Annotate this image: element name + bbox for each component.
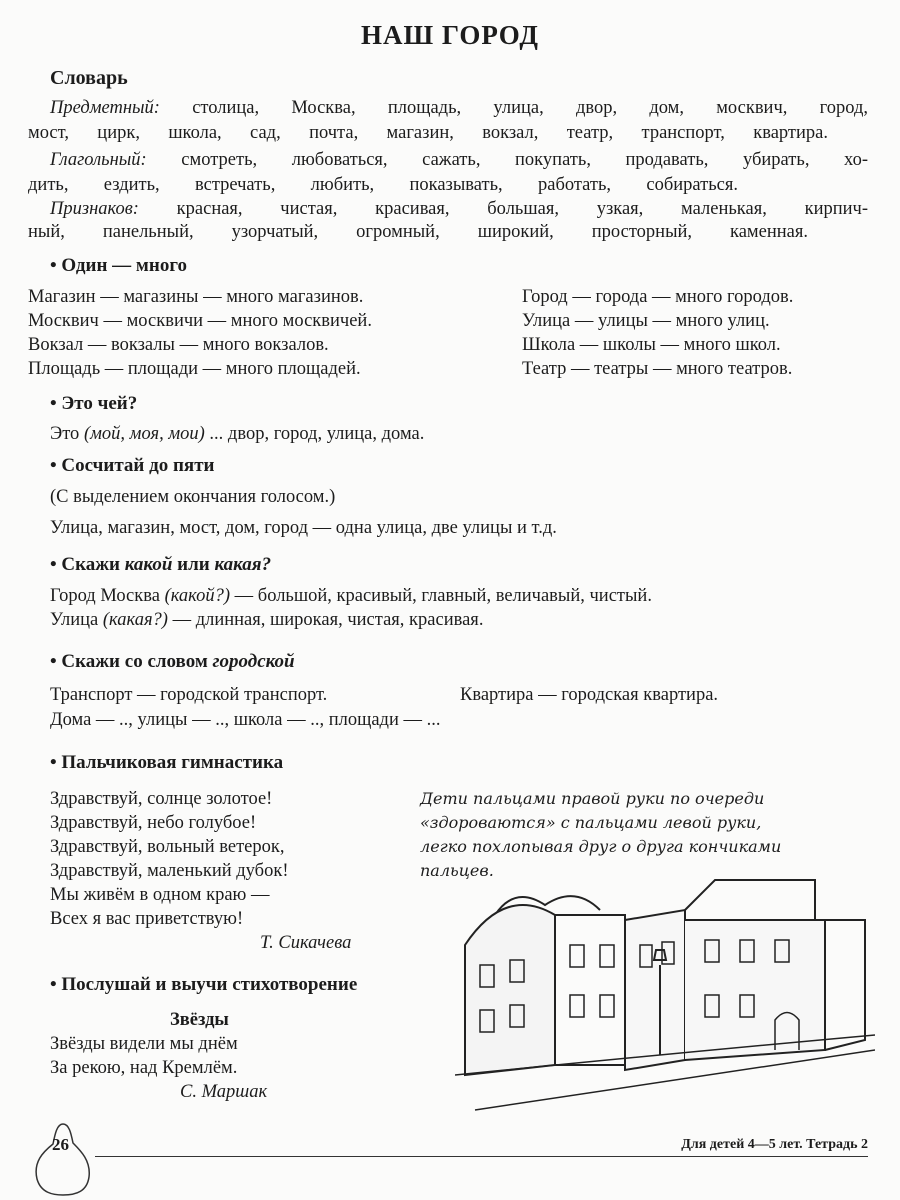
section-heading: • Сосчитай до пяти [50,455,215,476]
vocab-label: Глагольный: [50,150,147,170]
instruction-line: Дети пальцами правой руки по очереди [420,789,765,808]
text: (какая?) [102,610,168,630]
section-heading [50,651,295,673]
poem-line: Мы живём в одном краю — [50,885,270,905]
footer-rule [95,1156,868,1157]
vocab-line [50,198,868,220]
page-number: 26 [52,1135,69,1154]
poem-line: Здравствуй, небо голубое! [50,813,257,833]
section-heading: • Послушай и выучи стихотворение [50,974,358,995]
text: — длинная, широкая, чистая, красивая. [167,610,484,630]
poem-line: Звёзды видели мы днём [50,1034,238,1054]
text-line [50,585,652,607]
list-item: Театр — театры — много театров. [522,359,793,379]
list-item: Город — города — много городов. [522,287,794,307]
text: Улица [50,610,103,630]
poem-line: Всех я вас приветствую! [50,909,244,929]
text: — большой, красивый, главный, величавый, чистый. [230,586,652,606]
page-title: НАШ ГОРОД [361,20,539,50]
text: • Скажи со словом [50,651,213,672]
vocab-line: дить, ездить, встречать, любить, показывать, работать, собираться. [28,175,738,195]
list-item: Улица — улицы — много улиц. [522,311,770,331]
list-item: Вокзал — вокзалы — много вокзалов. [28,335,329,355]
text: Это [50,424,84,444]
text: городской [212,651,295,672]
vocab-heading: Словарь [50,67,128,89]
text-line: Улица, магазин, мост, дом, город — одна улица, две улицы и т.д. [50,518,557,538]
instruction-line: пальцев. [420,861,494,880]
poem-line: За рекою, над Кремлём. [50,1058,238,1078]
pear-page-badge-icon [28,1118,98,1198]
footer-series: Для детей 4—5 лет. Тетрадь 2 [681,1137,868,1152]
text: (мой, моя, мои) [83,424,205,444]
text: или [172,554,215,575]
text-line: Транспорт — городской транспорт. [50,685,328,705]
text: • Скажи [50,554,125,575]
poem-line: Здравствуй, вольный ветерок, [50,837,285,857]
section-heading: • Это чей? [50,393,138,414]
vocab-line [50,149,868,171]
text: (какой?) [164,586,231,606]
text-line: (С выделением окончания голосом.) [50,487,336,507]
vocab-text: смотреть, любоваться, сажать, покупать, продавать, убирать, хо- [146,150,868,170]
list-item: Магазин — магазины — много магазинов. [28,287,364,307]
list-item: Школа — школы — много школ. [522,335,781,355]
vocab-line: ный, панельный, узорчатый, огромный, широкий, просторный, каменная. [28,222,808,242]
poem-title: Звёзды [170,1010,229,1030]
text: ... двор, город, улица, дома. [204,424,425,444]
city-street-illustration [455,875,875,1115]
text: какой [124,554,173,575]
section-heading: • Пальчиковая гимнастика [50,752,284,773]
list-item: Площадь — площади — много площадей. [28,359,361,379]
vocab-text: красная, чистая, красивая, большая, узкая, маленькая, кирпич- [138,199,868,219]
poem-line: Здравствуй, маленький дубок! [50,861,289,881]
vocab-line: мост, цирк, школа, сад, почта, магазин, вокзал, театр, транспорт, квартира. [28,123,828,143]
text-line: Квартира — городская квартира. [460,685,719,705]
section-heading: • Один — много [50,255,187,276]
poem-author: Т. Сикачева [260,933,352,953]
vocab-label: Признаков: [50,199,139,219]
list-item: Москвич — москвичи — много москвичей. [28,311,372,331]
poem-line: Здравствуй, солнце золотое! [50,789,273,809]
vocab-text: столица, Москва, площадь, улица, двор, дом, москвич, город, [159,98,868,118]
poem-author: С. Маршак [180,1082,268,1102]
instruction-line: «здороваются» с пальцами левой руки, [420,813,762,832]
instruction-line: легко похлопывая друг о друга кончиками [420,837,782,856]
text-line [50,609,483,631]
vocab-line [50,97,868,119]
text-line [50,423,424,445]
text: Город Москва [50,586,165,606]
text-line: Дома — .., улицы — .., школа — .., площади — ... [50,710,441,730]
section-heading [50,554,271,576]
vocab-label: Предметный: [50,98,160,118]
text: какая? [214,554,272,575]
